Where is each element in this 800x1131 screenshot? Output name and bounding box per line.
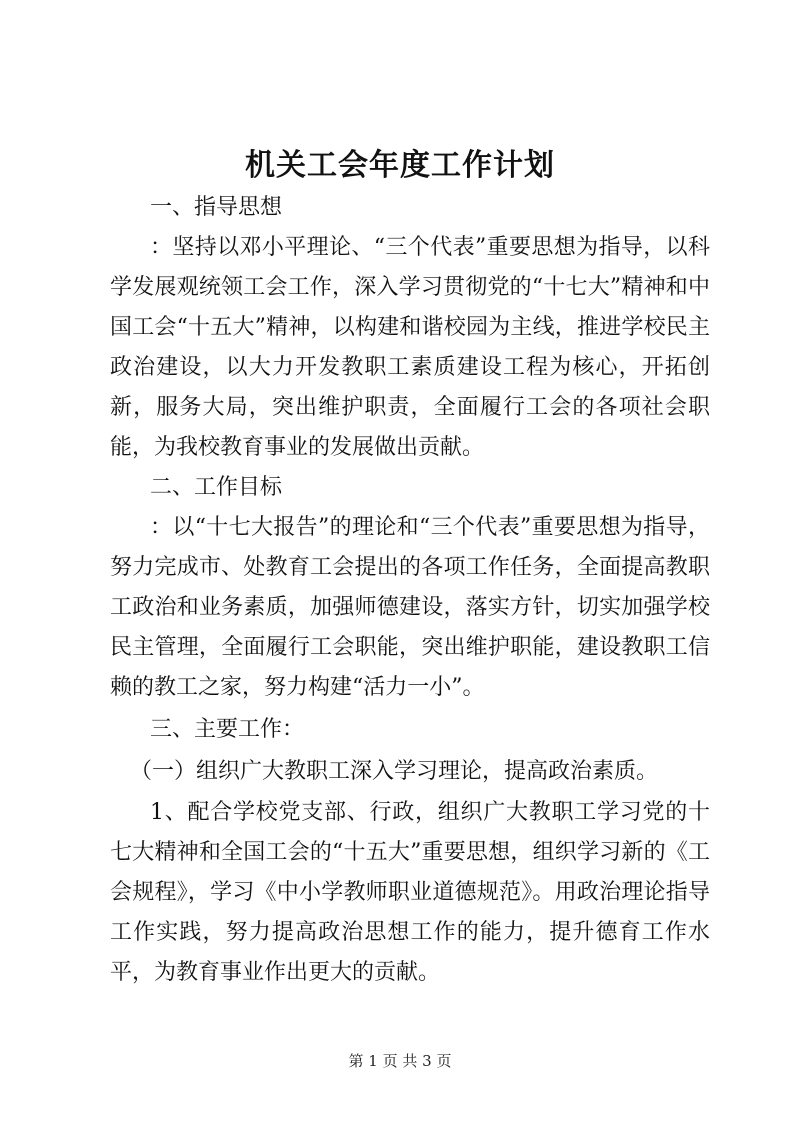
section-heading-main-work: 三、主要工作： <box>150 717 305 742</box>
section-subheading-study-theory: （一）组织广大教职工深入学习理论，提高政治素质。 <box>130 759 659 784</box>
page-footer: 第 1 页 共 3 页 <box>348 1052 452 1070</box>
section-paragraph-work-goals: ：以“十七大报告”的理论和“三个代表”重要思想为指导，努力完成市、处教育工会提出的各项工作任务，全面提高教职工政治和业务素质，加强师德建设，落实方针，切实加强学校民主管理，全面履行工会职能，突出维护职能，建设教职工信赖的教工之家，努力构建“活力一小”。 <box>110 515 710 700</box>
section-paragraph-guiding-ideology: ：坚持以邓小平理论、“三个代表”重要思想为指导，以科学发展观统领工会工作，深入学习贯彻党的“十七大”精神和中国工会“十五大”精神，以构建和谐校园为主线，推进学校民主政治建设，以大力开发教职工素质建设工程为核心，开拓创新，服务大局，突出维护职责，全面履行工会的各项社会职能，为我校教育事业的发展做出贡献。 <box>110 235 710 460</box>
section-heading-guiding-ideology: 一、指导思想 <box>150 195 283 220</box>
document-title: 机关工会年度工作计划 <box>245 148 555 183</box>
section-heading-work-goals: 二、工作目标 <box>150 475 283 500</box>
section-paragraph-study-theory: 1、配合学校党支部、行政，组织广大教职工学习党的十七大精神和全国工会的“十五大”重要思想，组织学习新的《工会规程》，学习《中小学教师职业道德规范》。用政治理论指导工作实践，努力提高政治思想工作的能力，提升德育工作水平，为教育事业作出更大的贡献。 <box>110 800 710 985</box>
